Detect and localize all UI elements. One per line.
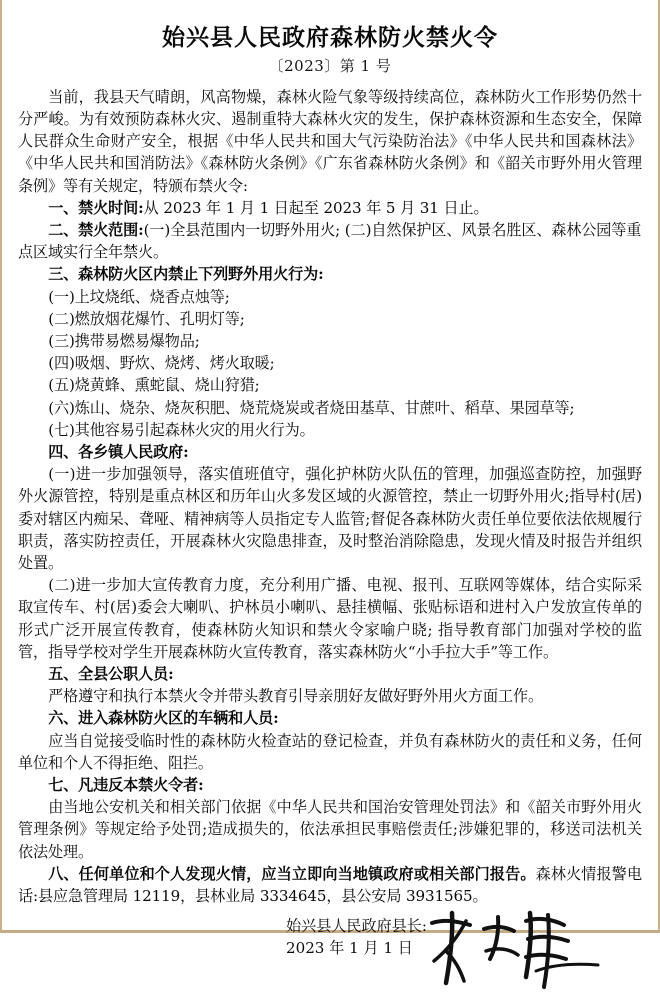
section-heading-1 <box>18 197 642 219</box>
section-2-inline: (一)全县范围内一切野外用火; (二)自然保护区、风景名胜区、森林公园等重点区域实行全年禁火。 <box>18 220 642 262</box>
preamble-paragraph: 当前，我县天气晴朗，风高物燥，森林火险气象等级持续高位，森林防火工作形势仍然十分严峻。为有效预防森林火灾、遏制重特大森林火灾的发生，保护森林资源和生态安全，保障人民群众生命财产安全，根据《中华人民共和国大气污染防治法》《中华人民共和国森林法》《中华人民共和国消防法》《森林防火条例》《广东省森林防火条例》和《韶关市野外用火管理条例》等有关规定，特颁布禁火令: <box>18 87 642 195</box>
list-item: (一)进一步加强领导，落实值班值守，强化护林防火队伍的管理，加强巡查防控，加强野外火源管控，特别是重点林区和历年山火多发区域的火源管控，禁止一切野外用火;指导村(居)委对辖区内痴呆、聋哑、精神病等人员指定专人监管;督促各森林防火责任单位要依法依规履行职责，落实防控责任，开展森林火灾隐患排查，及时整治消除隐患，发现火情及时报告并组织处置。 <box>18 465 642 573</box>
section-heading-5: 五、全县公职人员: <box>48 665 174 684</box>
section-heading-3: 三、森林防火区内禁止下列野外用火行为: <box>48 265 324 284</box>
signature-block <box>18 915 642 985</box>
section-heading-7: 七、凡违反本禁火令者: <box>48 776 204 795</box>
list-item: (六)炼山、烧杂、烧灰积肥、烧荒烧炭或者烧田基草、甘蔗叶、稻草、果园草等; <box>48 398 575 417</box>
list-item: 严格遵守和执行本禁火令并带头教育引导亲朋好友做好野外用火方面工作。 <box>48 687 543 706</box>
document-number: 〔2023〕第 1 号 <box>268 56 392 75</box>
list-item: (二)燃放烟花爆竹、孔明灯等; <box>48 309 245 328</box>
section-heading-4: 四、各乡镇人民政府: <box>48 443 189 461</box>
list-item: (一)上坟烧纸、烧香点烛等; <box>48 287 230 306</box>
section-heading-6: 六、进入森林防火区的车辆和人员: <box>48 709 279 728</box>
list-item: (三)携带易燃易爆物品; <box>48 331 200 350</box>
issuer-label: 始兴县人民政府县长: <box>286 917 427 936</box>
section-heading-8 <box>18 863 642 907</box>
section-2-label: 二、禁火范围: <box>48 220 144 239</box>
section-1-inline: 从 2023 年 1 月 1 日起至 2023 年 5 月 31 日止。 <box>143 198 489 217</box>
emergency-phone-numbers: 森林火情报警电话:县应急管理局 12119，县林业局 3334645，县公安局 3931565。 <box>18 864 642 906</box>
section-heading-2 <box>18 219 642 263</box>
list-item: 由当地公安机关和相关部门依据《中华人民共和国治安管理处罚法》和《韶关市野外用火管理条例》等规定给予处罚;造成损失的，依法承担民事赔偿责任;涉嫌犯罪的，移送司法机关依法处理。 <box>18 798 642 861</box>
list-item: (四)吸烟、野炊、烧烤、烤火取暖; <box>48 354 275 373</box>
list-item: (五)烧黄蜂、熏蛇鼠、烧山狩猎; <box>48 376 260 395</box>
handwritten-signature-icon <box>426 907 606 993</box>
section-1-label: 一、禁火时间: <box>48 198 144 217</box>
page-title: 始兴县人民政府森林防火禁火令 <box>162 24 498 51</box>
list-item: (七)其他容易引起森林火灾的用火行为。 <box>48 420 315 439</box>
list-item: 应当自觉接受临时性的森林防火检查站的登记检查，并负有森林防火的责任和义务，任何单位和个人不得拒绝、阻拦。 <box>18 731 642 772</box>
signature-text <box>286 915 429 959</box>
list-item: (二)进一步加大宣传教育力度，充分利用广播、电视、报刊、互联网等媒体，结合实际采取宣传车、村(居)委会大喇叭、护林员小喇叭、悬挂横幅、张贴标语和进村入户发放宣传单的形式广泛开展宣传教育，使森林防火知识和禁火令家喻户晓; 指导教育部门加强对学校的监管，指导学校对学生开展森林防火宣传教育，落实森林防火“小手拉大手”等工作。 <box>18 576 642 661</box>
issue-date: 2023 年 1 月 1 日 <box>286 939 413 958</box>
section-8-label: 八、任何单位和个人发现火情，应当立即向当地镇政府或相关部门报告。 <box>48 864 536 883</box>
